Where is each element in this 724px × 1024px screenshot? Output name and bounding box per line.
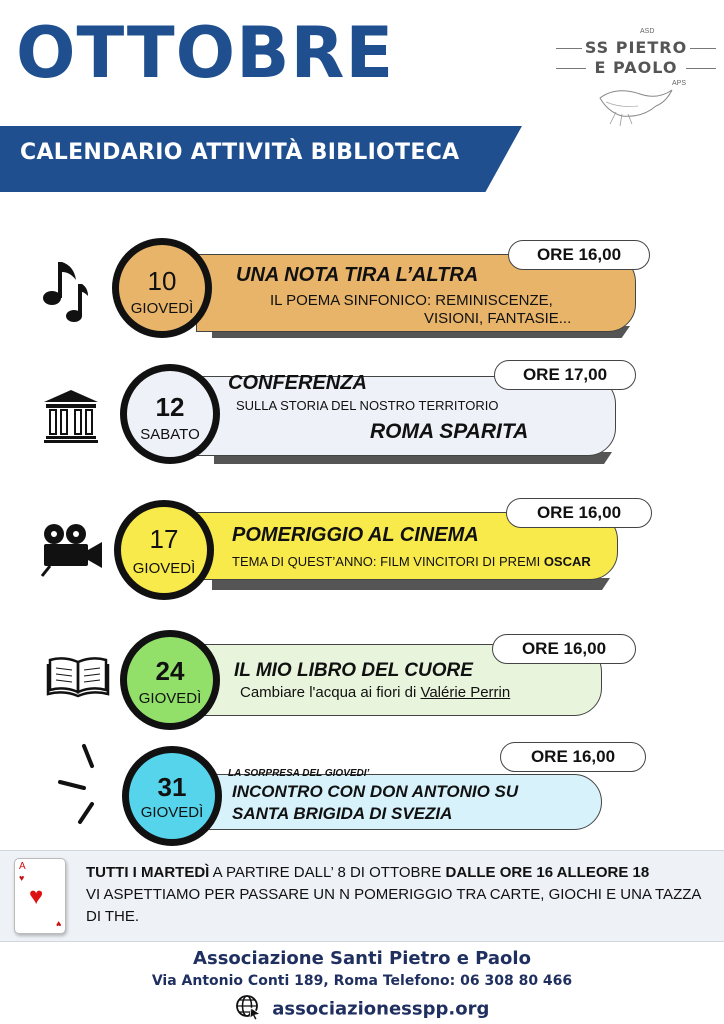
temple-icon bbox=[42, 388, 100, 444]
event-subtitle bbox=[240, 684, 510, 701]
date-circle bbox=[120, 630, 220, 730]
event-subtitle-text: TEMA DI QUEST’ANNO: FILM VINCITORI DI PREMI bbox=[232, 554, 541, 569]
author-link[interactable]: Valérie Perrin bbox=[420, 684, 511, 701]
sparkle-lines-icon bbox=[52, 742, 102, 826]
event-weekday: GIOVEDÌ bbox=[132, 560, 196, 577]
event-title: INCONTRO CON DON ANTONIO SU bbox=[232, 782, 519, 801]
ace-of-hearts-icon bbox=[14, 858, 66, 934]
event-weekday: GIOVEDÌ bbox=[140, 804, 204, 821]
event-item bbox=[0, 736, 724, 856]
globe-cursor-icon bbox=[235, 994, 261, 1024]
event-item bbox=[0, 356, 724, 476]
banner-title: CALENDARIO ATTIVITÀ BIBLIOTECA bbox=[20, 140, 460, 165]
date-circle bbox=[114, 500, 214, 600]
event-item bbox=[0, 624, 724, 744]
footer-association-name: Associazione Santi Pietro e Paolo bbox=[193, 948, 531, 969]
event-item bbox=[0, 494, 724, 614]
event-time: ORE 16,00 bbox=[492, 634, 636, 664]
event-day: 10 bbox=[147, 266, 177, 296]
event-subtitle-bold: OSCAR bbox=[543, 554, 591, 569]
music-notes-icon bbox=[40, 258, 90, 324]
event-title: UNA NOTA TIRA L’ALTRA bbox=[236, 264, 479, 286]
page-title: OTTOBRE bbox=[16, 12, 395, 94]
event-title-2: SANTA BRIGIDA DI SVEZIA bbox=[232, 804, 453, 823]
event-title-2: ROMA SPARITA bbox=[370, 420, 529, 443]
event-item bbox=[0, 232, 724, 352]
event-time: ORE 16,00 bbox=[508, 240, 650, 270]
logo-asd: ASD bbox=[640, 28, 655, 35]
event-day: 12 bbox=[155, 392, 185, 422]
event-title: CONFERENZA bbox=[228, 372, 367, 394]
event-time: ORE 17,00 bbox=[494, 360, 636, 390]
date-circle bbox=[122, 746, 222, 846]
date-circle bbox=[112, 238, 212, 338]
event-subtitle bbox=[232, 554, 591, 569]
footer-address: Via Antonio Conti 189, Roma Telefono: 06 308 80 466 bbox=[151, 973, 573, 989]
footer-website-row bbox=[0, 994, 724, 1020]
info-bold-time: DALLE ORE 16 ALLEORE 18 bbox=[445, 864, 650, 881]
association-logo bbox=[556, 28, 716, 128]
event-title: IL MIO LIBRO DEL CUORE bbox=[234, 660, 473, 681]
event-time: ORE 16,00 bbox=[506, 498, 652, 528]
card-suit-large: ♥ bbox=[29, 883, 44, 910]
info-bold-day: TUTTI I MARTEDÌ bbox=[86, 864, 210, 881]
event-kicker: LA SORPRESA DEL GIOVEDI’ bbox=[228, 768, 370, 779]
event-time: ORE 16,00 bbox=[500, 742, 646, 772]
info-text-start: A PARTIRE DALL’ 8 DI OTTOBRE bbox=[209, 864, 446, 881]
event-subtitle: SULLA STORIA DEL NOSTRO TERRITORIO bbox=[236, 398, 499, 413]
weekly-info-text bbox=[86, 862, 706, 928]
event-day: 31 bbox=[157, 772, 187, 802]
event-day: 17 bbox=[149, 524, 179, 554]
event-subtitle: IL POEMA SINFONICO: REMINISCENZE, bbox=[270, 292, 553, 309]
whale-icon bbox=[596, 78, 676, 128]
open-book-icon bbox=[46, 654, 110, 698]
event-title: POMERIGGIO AL CINEMA bbox=[232, 524, 479, 546]
logo-line2: E PAOLO bbox=[594, 58, 678, 77]
logo-line1: SS PIETRO bbox=[584, 38, 688, 57]
event-day: 24 bbox=[155, 656, 185, 686]
movie-camera-icon bbox=[38, 522, 106, 578]
card-suit-small: ♥ bbox=[19, 873, 25, 883]
logo-aps: APS bbox=[672, 80, 687, 87]
card-suit-small: ♥ bbox=[55, 919, 61, 929]
event-weekday: SABATO bbox=[140, 426, 200, 443]
event-weekday: GIOVEDÌ bbox=[138, 690, 202, 707]
footer-website-link[interactable]: associazionesspp.org bbox=[272, 998, 490, 1020]
info-text-invite: VI ASPETTIAMO PER PASSARE UN N POMERIGGIO TRA CARTE, GIOCHI E UNA TAZZA DI THE. bbox=[86, 886, 701, 925]
event-subtitle: VISIONI, FANTASIE... bbox=[424, 310, 572, 327]
event-weekday: GIOVEDÌ bbox=[130, 300, 194, 317]
card-rank: A bbox=[19, 861, 26, 872]
date-circle bbox=[120, 364, 220, 464]
book-title: Cambiare l'acqua ai fiori di bbox=[240, 684, 417, 701]
